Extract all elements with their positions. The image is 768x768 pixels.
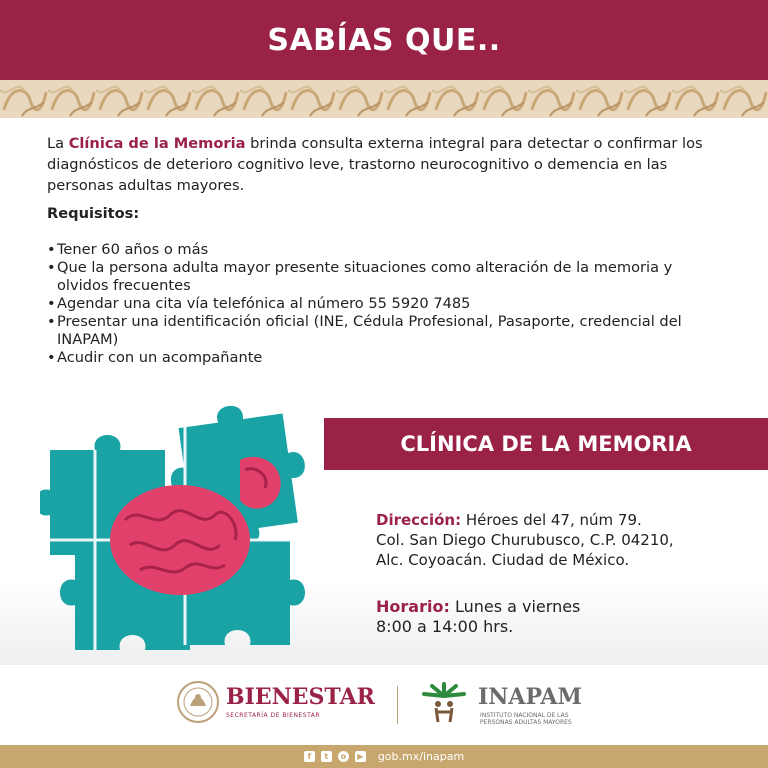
address-block <box>376 510 674 570</box>
list-item: • Agendar una cita vía telefónica al número 55 5920 7485 <box>47 295 727 313</box>
inapam-logo-text: INAPAM <box>478 684 582 710</box>
pattern-graphic <box>0 80 768 118</box>
intro-prefix: La <box>47 135 69 152</box>
hours-text: Lunes a viernes <box>454 597 581 616</box>
logo-divider <box>397 686 398 724</box>
address-label: Dirección: <box>376 511 462 529</box>
list-item: • Presentar una identificación oficial (INE, Cédula Profesional, Pasaporte, credencial del INAPAM) <box>47 313 727 349</box>
inapam-subtitle-line: INSTITUTO NACIONAL DE LAS <box>480 712 569 719</box>
address-line: Col. San Diego Churubusco, C.P. 04210, <box>376 531 674 549</box>
intro-highlight: Clínica de la Memoria <box>68 135 246 152</box>
social-footer-bar <box>0 745 768 768</box>
address-line <box>376 510 674 530</box>
footer-logos <box>0 665 768 745</box>
clinic-title-banner <box>324 418 768 470</box>
clinic-title: CLÍNICA DE LA MEMORIA <box>400 432 692 456</box>
list-item: • Que la persona adulta mayor presente situaciones como alteración de la memoria y olvidos frecuentes <box>47 259 727 295</box>
facebook-icon[interactable]: f <box>304 751 315 762</box>
address-line: Alc. Coyoacán. Ciudad de México. <box>376 551 630 569</box>
header-banner <box>0 0 768 80</box>
requirements-list <box>47 241 727 367</box>
list-item: • Acudir con un acompañante <box>47 349 727 367</box>
address-text: Héroes del 47, núm 79. <box>465 511 642 529</box>
bienestar-logo-text: BIENESTAR <box>226 684 375 710</box>
twitter-icon[interactable]: t <box>321 751 332 762</box>
bienestar-subtitle: SECRETARÍA DE BIENESTAR <box>226 712 321 719</box>
intro-text: brinda consulta externa integral para detectar o confirmar los diagnósticos de deterioro cognitivo leve, trastorno neurocognitivo o demencia en las personas adultas mayores. <box>47 135 703 194</box>
puzzle-brain-illustration <box>40 380 310 665</box>
hours-line: 8:00 a 14:00 hrs. <box>376 617 514 636</box>
mexico-emblem-icon <box>176 680 220 724</box>
hours-line <box>376 597 580 617</box>
instagram-icon[interactable]: o <box>338 751 349 762</box>
list-item: • Tener 60 años o más <box>47 241 727 259</box>
requirements-title: Requisitos: <box>47 205 140 222</box>
youtube-icon[interactable]: ▶ <box>355 751 366 762</box>
intro-paragraph <box>47 133 727 196</box>
inapam-subtitle <box>480 712 572 726</box>
hours-label: Horario: <box>376 597 450 616</box>
website-link[interactable]: gob.mx/inapam <box>377 750 465 763</box>
decorative-pattern <box>0 80 768 118</box>
hours-block <box>376 597 580 637</box>
inapam-subtitle-line: PERSONAS ADULTAS MAYORES <box>480 719 572 726</box>
inapam-tree-icon <box>414 680 474 724</box>
page-title: SABÍAS QUE.. <box>267 22 501 58</box>
